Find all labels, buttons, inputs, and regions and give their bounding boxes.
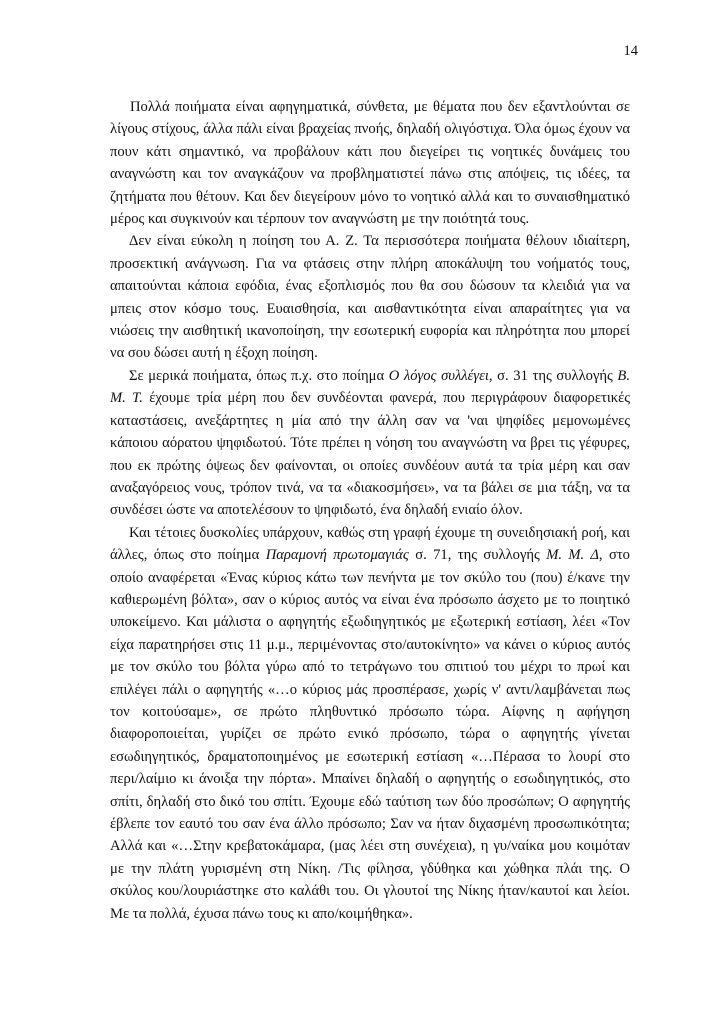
paragraph — [110, 230, 630, 364]
text-run: σ. 71, της συλλογής — [408, 547, 547, 564]
text-run: Δεν είναι εύκολη η ποίηση του Α. Ζ. Τα περισσότερα ποιήματα θέλουν ιδιαίτερη, προσεκτική ανάγνωση. Για να φτάσεις στην πλήρη αποκάλυψη του νοήματός τους, απαιτούνται κάποια εφόδια, ένας εξοπλισμός που θα σου δώσουν τα κλειδιά για να μπεις στον κόσμο τους. Ευαισθησία, και αισθαντικότητα είναι απαραίτητες για να νιώσεις την αισθητική ικανοποίηση, την εσωτερική ευφορία και πληρότητα που μπορεί να σου δώσει αυτή η έξοχη ποίηση. — [110, 233, 630, 362]
paragraph — [110, 365, 630, 522]
page-number: 14 — [623, 43, 638, 59]
paragraph — [110, 96, 630, 230]
text-run: , στο οποίο αναφέρεται «Ένας κύριος κάτω των πενήντα με τον σκύλο του (που) έ/κανε την καθιερωμένη βόλτα», σαν ο κύριος αυτός να είναι ένα πρόσωπο άσχετο με το ποιητικό υποκείμενο. Και μάλιστα ο αφηγητής εξωδιηγητικός με εξωτερική εστίαση, λέει «Τον είχα παρατηρήσει στις 11 μ.μ., περιμένοντας στο/αυτοκίνητο» να κάνει ο κύριος αυτός με τον σκύλο του βόλτα γύρω από το τετράγωνο του σπιτιού του μέχρι το πρωί και επιλέγει πάλι ο αφηγητής «…ο κύριος μάς προσπέρασε, χωρίς ν' αντι/λαμβάνεται πως τον κοιτούσαμε», σε πρώτο πληθυντικό πρόσωπο τώρα. Αίφνης η αφήγηση διαφοροποιείται, γυρίζει σε πρώτο ενικό πρόσωπο, τώρα ο αφηγητής γίνεται εσωδιηγητικός, δραματοποιημένος με εσωτερική εστίαση «…Πέρασα το λουρί στο περι/λαίμιο κι άνοιξα την πόρτα». Μπαίνει δηλαδή ο αφηγητής ο εσωδιηγητικός, στο σπίτι, δηλαδή στο δικό του σπίτι. Έχουμε εδώ ταύτιση των δύο προσώπων; Ο αφηγητής έβλεπε τον εαυτό του σαν ένα άλλο πρόσωπο; Σαν να ήταν διχασμένη προσωπικότητα; Αλλά και «…Στην κρεβατοκάμαρα, (μας λέει στη συνέχεια), η γυ/ναίκα μου κοιμόταν με την πλάτη γυρισμένη στη Νίκη. /Τις φίλησα, γδύθηκα και χώθηκα πλάι της. Ο σκύλος κου/λουριάστηκε στο καλάθι του. Οι γλουτοί της Νίκης ήταν/καυτοί και λείοι. Με τα πολλά, έχυσα πάνω τους κι απο/κοιμήθηκα». — [110, 547, 630, 922]
text-run: Σε μερικά ποιήματα, όπως π.χ. στο ποίημα — [129, 367, 389, 384]
text-run: Και τέτοιες δυσκολίες υπάρχουν, καθώς στη γραφή έχουμε τη συνειδησιακή ροή, και άλλες, όπως στο ποίημα — [110, 524, 630, 564]
text-run: έχουμε τρία μέρη που δεν συνδέονται φανερά, που περιγράφουν διαφορετικές καταστάσεις, ανεξάρτητες η μία από την άλλη σαν να 'ναι ψηφίδες μεμονωμένες κάποιου αόρατου ψηφιδωτού. Τότε πρέπει η νόηση του αναγνώστη να βρει τις γέφυρες, που εκ πρώτης όψεως δεν φαίνονται, οι οποίες συνδέουν αυτά τα τρία μέρη και σαν αναξαγόρειος νους, τρόπον τινά, να τα «διακοσμήσει», να τα βάλει σε μια τάξη, να τα συνδέσει ώστε να αποτελέσουν το ψηφιδωτό, ένα δηλαδή ενιαίο όλον. — [110, 390, 631, 519]
italic-title: Β. Μ. Τ. — [110, 367, 630, 407]
paragraph — [110, 522, 630, 925]
text-run: Πολλά ποιήματα είναι αφηγηματικά, σύνθετα, με θέματα που δεν εξαντλούνται σε λίγους στίχους, άλλα πάλι είναι βραχείας πνοής, δηλαδή ολιγόστιχα. Όλα όμως έχουν να πουν κάτι σημαντικό, να προβάλουν κάτι που διεγείρει τις νοητικές δυνάμεις του αναγνώστη και τον αναγκάζουν να προβληματιστεί πάνω στις απόψεις, τις ιδέες, τα ζητήματα που θέτουν. Και δεν διεγείρουν μόνο το νοητικό αλλά και το συναισθηματικό μέρος και συγκινούν και τέρπουν τον αναγνώστη με την ποιότητά τους. — [110, 99, 630, 228]
italic-title: Παραμονή πρωτομαγιάς — [265, 547, 409, 564]
text-run: , σ. 31 της συλλογής — [488, 367, 618, 384]
italic-title: Ο λόγος συλλέγει — [388, 367, 489, 384]
body-text — [110, 96, 630, 925]
italic-title: Μ. Μ. Δ — [546, 547, 599, 564]
